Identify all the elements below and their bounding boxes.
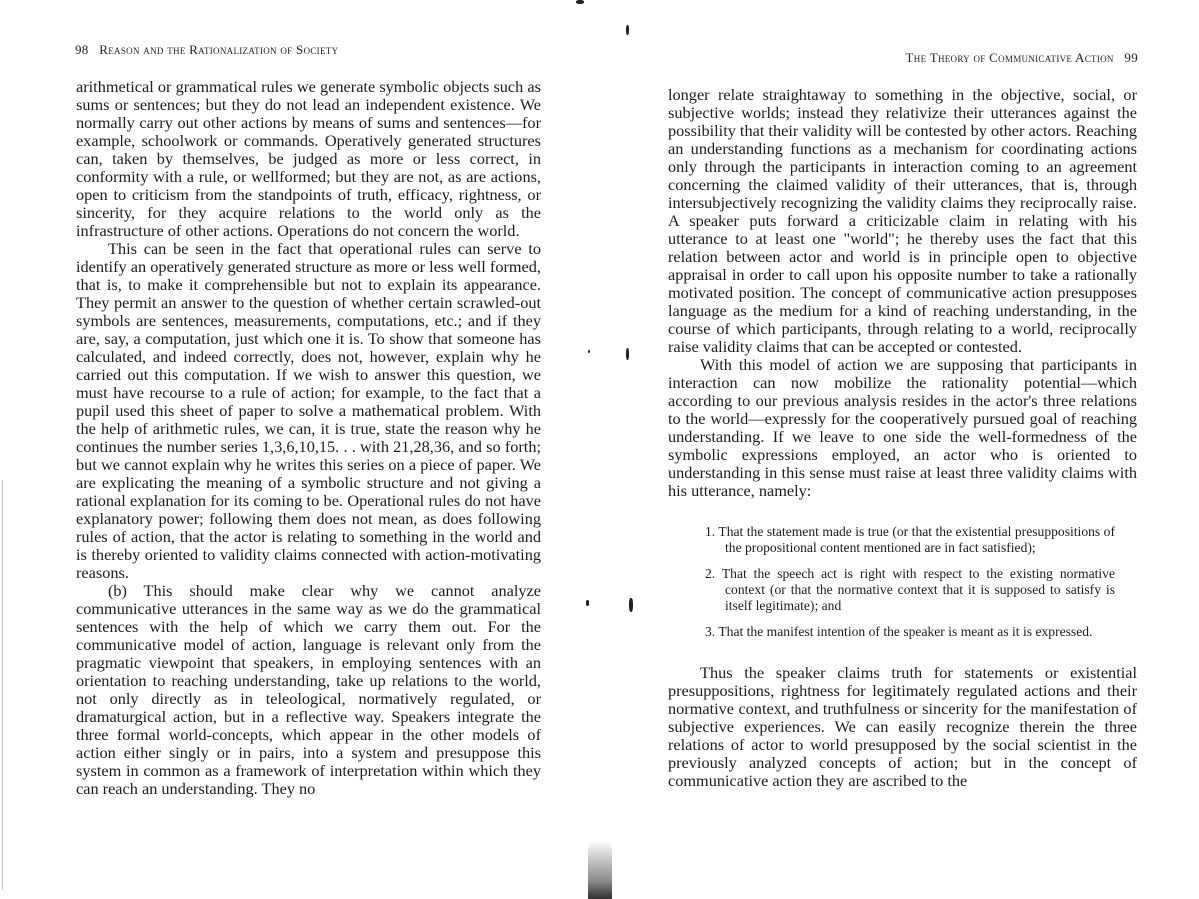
gutter-mark (586, 600, 589, 606)
validity-claim-item: 3. That the manifest intention of the speaker is meant as it is expressed. (705, 624, 1093, 639)
right-page-number: 99 (1124, 50, 1138, 65)
validity-claim-item: 1. That the statement made is true (or that the existential presuppositions of the propositional content mentioned are in fact satisfied); (705, 524, 1115, 555)
left-page-body (76, 78, 541, 798)
left-paragraph-1: arithmetical or grammatical rules we generate symbolic objects such as sums or sentences; but they do not lead an independent existence. We normally carry out other actions by means of sums and sentences—for example, schoolwork or commands. Operatively generated structures can, taken by themselves, be judged as more or less correct, in conformity with a rule, or wellformed; but they are not, as are actions, open to criticism from the standpoints of truth, efficacy, rightness, or sincerity, for they acquire relations to the world only as the infrastructure of other actions. Operations do not concern the world. (76, 77, 541, 240)
validity-claim-item: 2. That the speech act is right with respect to the existing normative context (or that the normative context that it is supposed to satisfy is itself legitimate); and (705, 566, 1115, 613)
gutter-mark (588, 350, 590, 353)
right-running-header (906, 50, 1138, 66)
left-paragraph-3: (b) This should make clear why we cannot analyze communicative utterances in the same way as we do the grammatical sentences with the help of which we carry them out. For the communicative model of action, language is relevant only from the pragmatic viewpoint that speakers, in employing sentences with an orientation to reaching understanding, take up relations to the world, not only directly as in teleological, normatively regulated, or dramaturgical action, but in a reflective way. Speakers integrate the three formal world-concepts, which appear in the other models of action either singly or in pairs, into a system and presuppose this system in common as a framework of interpretation within which they can reach an understanding. They no (76, 581, 541, 798)
right-running-head: The Theory of Communicative Action (905, 50, 1114, 65)
right-page-body (668, 86, 1137, 790)
left-running-header (75, 42, 338, 58)
validity-claims-list (705, 524, 1115, 640)
right-page (600, 0, 1199, 899)
right-paragraph-2: With this model of action we are supposing that participants in interaction can now mobilize the rationality potential—which according to our previous analysis resides in the actor's three relations to the world—expressly for the cooperatively pursued goal of reaching understanding. If we leave to one side the well-formedness of the symbolic expressions employed, an actor who is oriented to understanding in this sense must raise at least three validity claims with his utterance, namely: (668, 355, 1137, 500)
gutter-mark (576, 0, 584, 4)
left-running-head: Reason and the Rationalization of Society (99, 42, 339, 57)
right-paragraph-1: longer relate straightaway to something in the objective, social, or subjective worlds; instead they relativize their utterances against the possibility that their validity will be contested by other actors. Reaching an understanding functions as a mechanism for coordinating actions only through the participants in interaction coming to an agreement concerning the claimed validity of their utterances, that is, through intersubjectively recognizing the validity claims they reciprocally raise. A speaker puts forward a criticizable claim in relating with his utterance to at least one "world"; he thereby uses the fact that this relation between actor and world is in principle open to objective appraisal in order to call upon his opposite number to take a rationally motivated position. The concept of communicative action presupposes language as the medium for a kind of reaching understanding, in the course of which participants, through relating to a world, reciprocally raise validity claims that can be accepted or contested. (668, 85, 1137, 356)
right-closing-paragraph: Thus the speaker claims truth for statements or existential presuppositions, rightness for legitimately regulated actions and their normative context, and truthfulness or sincerity for the manifestation of subjective experiences. We can easily recognize therein the three relations of actor to world presupposed by the social scientist in the previously analyzed concepts of action; but in the concept of communicative action they are ascribed to the (668, 663, 1137, 790)
left-paragraph-2: This can be seen in the fact that operational rules can serve to identify an operatively generated structure as more or less well formed, that is, to make it comprehensible but not to explain its appearance. They permit an answer to the question of whether certain scrawled-out symbols are sentences, measurements, computations, etc.; and if they are, say, a computation, just which one it is. To show that someone has calculated, and indeed correctly, does not, however, explain why he carried out this computation. If we wish to answer this question, we must have recourse to a rule of action; for example, to the fact that a pupil used this sheet of paper to solve a mathematical problem. With the help of arithmetic rules, we can, it is true, state the reason why he continues the number series 1,3,6,10,15. . . with 21,28,36, and so forth; but we cannot explain why he writes this series on a piece of paper. We are explicating the meaning of a symbolic structure and not giving a rational explanation for its coming to be. Operational rules do not have explanatory power; following them does not mean, as does following rules of action, that the actor is relating to something in the world and is thereby oriented to validity claims connected with action-motivating reasons. (76, 239, 541, 582)
left-page-number: 98 (75, 42, 89, 57)
